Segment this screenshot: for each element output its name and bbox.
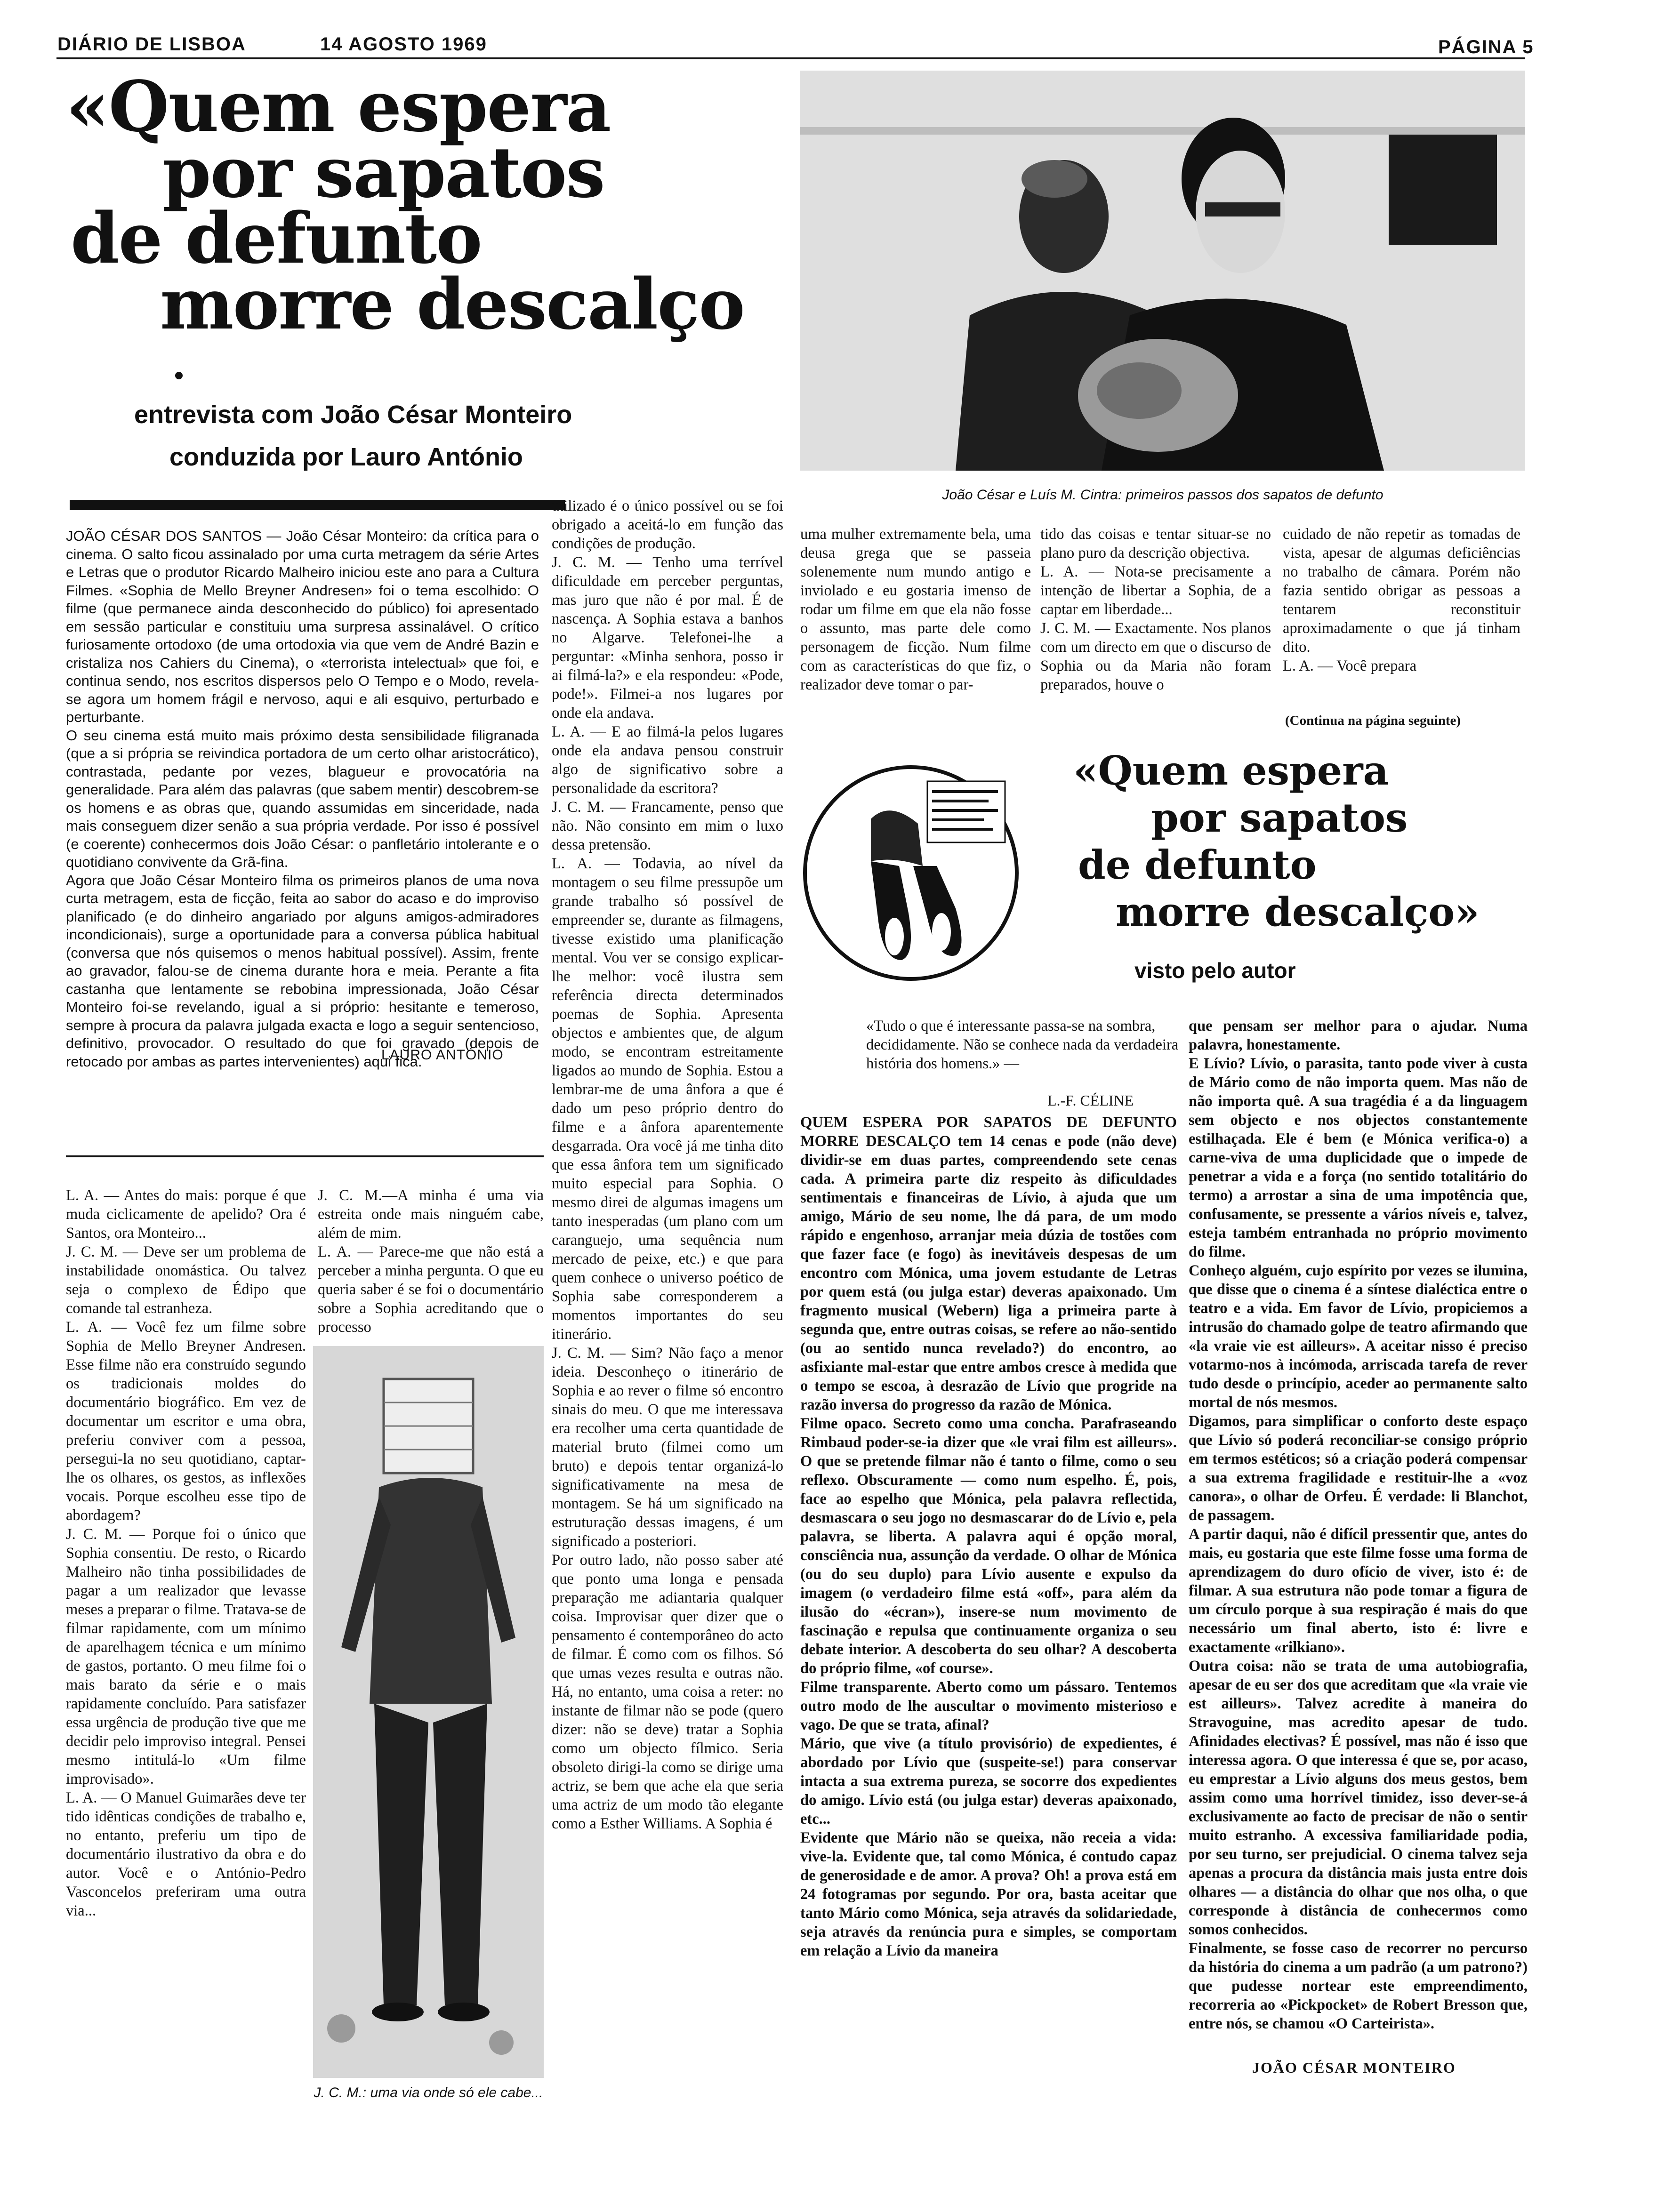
newspaper-name: DIÁRIO DE LISBOA bbox=[57, 34, 246, 55]
section2-title-4: morre descalço» bbox=[1116, 889, 1480, 935]
page-number: PÁGINA 5 bbox=[1438, 37, 1534, 57]
photo-two-men-image bbox=[800, 71, 1525, 471]
headline-line-1: «Quem espera bbox=[66, 65, 611, 147]
interview-lower-column-2: J. C. M.—A minha é uma via estreita onde mais ninguém cabe, além de mim. L. A. — Parece-me que não está a perceber a minha pergunta. O que eu queria saber é se foi o documentário sobre a Sophia acreditando que o processo bbox=[318, 1187, 544, 1336]
photo-top-caption: João César e Luís M. Cintra: primeiros passos dos sapatos de defunto bbox=[942, 487, 1384, 503]
photo-masked-man bbox=[313, 1346, 544, 2078]
epigraph-author: L.-F. CÉLINE bbox=[1047, 1092, 1134, 1109]
bullet-dot bbox=[175, 372, 183, 379]
interview-column-2: uma mulher extremamente bela, uma deusa grega que se passeia solenemente num mundo antigo e inviolado e eu gostaria imenso de rodar um filme em que ela não fosse o assunto, mas parte dele como personagem de ficção. Num filme com as características do que fiz, o realizador deve tomar o par- bbox=[800, 526, 1031, 693]
intro-bottom-rule bbox=[66, 1155, 544, 1157]
headline-subtitle-1: entrevista com João César Monteiro bbox=[134, 401, 572, 429]
headline-line-3: de defunto bbox=[71, 197, 482, 279]
headline-line-2: por sapatos bbox=[162, 131, 604, 213]
film-logo bbox=[800, 762, 1022, 984]
issue-date: 14 AGOSTO 1969 bbox=[320, 34, 487, 55]
interview-column-3: tido das coisas e tentar situar-se no plano puro da descrição objectiva. L. A. — Nota-se precisamente a intenção de libertar a Sophia, de a captar em liberdade... J. C. M. — Exactamente. Nos planos com um directo em que o discurso de Sophia ou da Maria não foram preparados, houve o bbox=[1040, 526, 1271, 693]
continued-notice: (Continua na página seguinte) bbox=[1285, 713, 1461, 728]
headline-subtitle-2: conduzida por Lauro António bbox=[169, 443, 523, 471]
intro-signature: LAURO ANTÓNIO bbox=[381, 1047, 504, 1063]
essay-column-1: QUEM ESPERA POR SAPATOS DE DEFUNTO MORRE DESCALÇO tem 14 cenas e pode (não deve) dividir-se em duas partes, compreendendo sete cenas cada. A primeira parte diz respeito às dificuldades sentimentais e financeiras de Lívio, à ajuda que um amigo, Mário de seu nome, lhe dá para, de um modo rápido e engenhoso, arranjar meia dúzia de tostões com que fazer face (e fogo) às inevitáveis despesas de um encontro com Mónica, uma jovem estudante de Letras por quem está (ou julga estar) deveras apaixonado. Um fragmento musical (Webern) liga a primeira parte à segunda que, entre outras coisas, se refere ao não-sentido (ou ao sentido nunca revelado?) do encontro, ao asfixiante mal-estar que entre ambos cresce à medida que o tempo se escoa, à desrazão de Lívio que progride na razão inversa do progresso da razão de Mónica. Filme opaco. Secreto como uma concha. Parafraseando Rimbaud poder-se-ia dizer que «le vrai film est ailleurs». O que se pretende filmar não é tanto o filme, como o seu reflexo. Obscuramente — como num espelho. É, pois, face ao espelho que Mónica, pela palavra reflectida, desmascara o seu jogo no desmascarar do de Lívio e, pela palavra, se liberta. A palavra aqui é opção moral, consciência nua, assunção da verdade. O olhar de Mónica (ou do seu duplo) para Lívio ausente e expulso da imagem (o verdadeiro filme está «off», para além da ilusão do «écran»), insere-se num movimento de fascinação e repulsa que continuamente organiza o seu debate interior. A descoberta do seu olhar? A descoberta do próprio filme, «of course». Filme transparente. Aberto como um pássaro. Tentemos outro modo de lhe auscultar o movimento misterioso e vago. De que se trata, afinal? Mário, que vive (a título provisório) de expedientes, é abordado por Lívio que (suspeite-se!) para conservar intacta a sua extrema pureza, se socorre dos expedientes do amigo. Lívio está (ou julga estar) deveras apaixonado, etc... Evidente que Mário não se queixa, não receia a vida: vive-la. Evidente que, tal como Mónica, é contudo capaz de generosidade e de amor. A prova? Oh! a prova está em 24 fotogramas por segundo. Por ora, basta aceitar que tanto Mário como Mónica, seja através da solidariedade, seja através da renúncia pura e simples, se comportam em relação a Lívio da maneira bbox=[800, 1114, 1177, 1959]
photo-bottom-caption: J. C. M.: uma via onde só ele cabe... bbox=[314, 2085, 543, 2100]
interview-column-4: cuidado de não repetir as tomadas de vista, apesar de algumas deficiências no trabalho de câmara. Porém não fazia sentido obrigar as pessoas a tentarem reconstituir aproximadamente o que já tinham dito. L. A. — Você prepara bbox=[1283, 526, 1520, 674]
film-logo-image bbox=[800, 762, 1022, 984]
section2-title-3: de defunto bbox=[1078, 842, 1317, 888]
section2-title-2: por sapatos bbox=[1151, 794, 1408, 841]
section2-title-1: «Quem espera bbox=[1073, 747, 1389, 794]
headline-line-4: morre descalço bbox=[160, 263, 744, 345]
headline-thick-rule bbox=[70, 500, 565, 510]
section2-subtitle: visto pelo autor bbox=[1134, 958, 1296, 983]
photo-two-men bbox=[800, 71, 1525, 471]
epigraph-text: «Tudo o que é interessante passa-se na sombra, decididamente. Não se conhece nada da verdadeira história dos homens.» — bbox=[866, 1018, 1179, 1072]
essay-signature: JOÃO CÉSAR MONTEIRO bbox=[1252, 2059, 1456, 2076]
essay-column-2: que pensam ser melhor para o ajudar. Numa palavra, honestamente. E Lívio? Lívio, o parasita, tanto pode viver à custa de Mário como de não importa quem. Mas não de não importa quê. A sua tragédia é a da linguagem sem objecto e nos objectos constantemente estilhaçada. Ele é bem (e Mónica verifica-o) a carne-viva de uma duplicidade que o impede de penetrar a vida e a força (no sentido totalitário do termo) a arrostar a sina de uma impotência que, confusamente, se pressente a vários níveis e, talvez, esteja também entranhada no próprio movimento do filme. Conheço alguém, cujo espírito por vezes se ilumina, que disse que o cinema é a síntese dialéctica entre o teatro e a vida. Em favor de Lívio, propiciemos a intrusão do chamado golpe de teatro afirmando que «la vraie vie est ailleurs». A aceitar nisso é preciso votarmo-nos à incómoda, arriscada tarefa de rever tudo desde o princípio, aceder ao permanente salto mortal de nós mesmos. Digamos, para simplificar o conforto deste espaço que Lívio só poderá reconciliar-se consigo próprio em termos estéticos; só a criação poderá compensar a sua extrema fragilidade e restituir-lhe a «voz canora», o olhar de Orfeu. É verdade: li Blanchot, de passagem. A partir daqui, não é difícil pressentir que, antes do mais, eu gostaria que este filme fosse uma forma de aprendizagem do duro ofício de viver, isto é: de filmar. A sua estrutura não pode tomar a figura de um círculo porque à sua respiração é mais do que necessário um final aberto, isto é: livre e exactamente «rilkiano». Outra coisa: não se trata de uma autobiografia, apesar de eu ser dos que acreditam que «la vraie vie est ailleurs». Talvez acredite à maneira do Stravoguine, mas acredito apesar de tudo. Afinidades electivas? É possível, mas não é isso que interessa agora. O que interessa é que se, por acaso, eu emprestar a Lívio alguns dos meus gestos, bem assim como uma horrível timidez, isso dever-se-á exclusivamente ao facto de precisar de não o sentir muito estranho. A excessiva familiaridade podia, por seu turno, ser prejudicial. O cinema talvez seja apenas a procura da distância mais justa entre dois olhares — a distância do olhar que nos olha, o que corresponde à distância de conhecermos como somos conhecidos. Finalmente, se fosse caso de recorrer no percurso da história do cinema a um padrão (a um patrono?) que pudesse nortear este empreendimento, recorreria ao «Pickpocket» de Robert Bresson que, entre nós, se chamou «O Carteirista». bbox=[1189, 1018, 1528, 2032]
intro-text: JOÃO CÉSAR DOS SANTOS — João César Monteiro: da crítica para o cinema. O salto ficou assinalado por uma curta metragem da série Artes e Letras que o produtor Ricardo Malheiro iniciou este ano para a Cultura Filmes. «Sophia de Mello Breyner Andresen» foi o tema escolhido: O filme (que permanece ainda desconhecido do público) foi apresentado em sessão particular e constituiu uma surpresa assinalável. O crítico furiosamente ortodoxo (de uma ortodoxia via que vem de André Bazin e cristaliza nos Cahiers du Cinema), o «terrorista intelectual» que foi, e continua sendo, nos escritos dispersos pelo O Tempo e o Modo, revela-se agora um homem frágil e nervoso, aqui e ali esquivo, perturbado e perturbante. O seu cinema está muito mais próximo desta sensibilidade filigranada (que a si própria se reivindica portadora de um certo olhar aristocrático), contrastada, pedante por vezes, blagueur e provocatória na generalidade. Para além das palavras (que sabem mentir) descobrem-se os homens e as obras que, quando assumidas em sinceridade, nada mais conseguem dizer senão a sua própria verdade. Por isso é possível (e coerente) conhecermos dois João César: o panfletário intolerante e o quotidiano convivente da Grã-fina. Agora que João César Monteiro filma os primeiros planos de uma nova curta metragem, esta de ficção, feita ao sabor do acaso e do improviso planificado (e do dinheiro angariado por alguns amigos-admiradores incondicionais), surge a oportunidade para a conversa pública habitual (conversa que nós quisemos o menos habitual possível). Assim, frente ao gravador, falou-se de cinema durante hora e meia. Perante a fita castanha que lentamente se rebobina impressionada, João César Monteiro foi-se revelando, igual a si próprio: hesitante e temeroso, sempre à procura da palavra julgada exacta e logo a seguir sentencioso, definitivo, provocador. O resultado do que foi gravado (depois de retocado por ambas as partes intervenientes) aqui fica. bbox=[66, 528, 539, 1070]
interview-column-1: utilizado é o único possível ou se foi obrigado a aceitá-lo em função das condições de produção. J. C. M. — Tenho uma terrível dificuldade em perceber perguntas, mas juro que não é por mal. É de nascença. A Sophia estava a banhos no Algarve. Telefonei-lhe a perguntar: «Minha senhora, posso ir ai filmá-la?» e ela respondeu: «Pode, pode!». Filmei-a nos lugares por onde ela andava. L. A. — E ao filmá-la pelos lugares onde ela andava pensou construir algo de significativo sobre a personalidade da escritora? J. C. M. — Francamente, penso que não. Não consinto em mim o luxo dessa pretensão. L. A. — Todavia, ao nível da montagem o seu filme pressupõe um grande trabalho só possível de empreender se, durante as filmagens, tivesse existido uma planificação mental. Vou ver se consigo explicar-lhe melhor: você ilustra sem referência directa determinados poemas de Sophia. Apresenta objectos e ambientes que, de algum modo, se encontram estreitamente ligados ao mundo de Sophia. Estou a lembrar-me de uma ânfora a que é dado um peso próprio dentro do filme e a ânfora aparentemente desgarrada. Ora você já me tinha dito que essa ânfora tem um significado muito especial para Sophia. O mesmo direi de algumas imagens um tanto inesperadas (um plano com um caranguejo, uma sequência num mercado de peixe, etc.) e que para quem conhece o universo poético de Sophia sabe corresponderem a momentos importantes do seu itinerário. J. C. M. — Sim? Não faço a menor ideia. Desconheço o itinerário de Sophia e ao rever o filme só encontro sinais do meu. O que me interessava era recolher uma certa quantidade de material bruto (filmei como um bruto) e depois tentar organizá-lo significativamente na mesa de montagem. Se há um significado na estruturação dessas imagens, é um significado a posteriori. Por outro lado, não posso saber até que ponto uma longa e pensada preparação me adiantaria qualquer coisa. Improvisar quer dizer que o pensamento é contemporâneo do acto de filmar. É como com os filhos. Só que umas vezes resulta e outras não. Há, no entanto, uma coisa a reter: no instante de filmar não se pode (quero dizer: não se deve) tratar a Sophia como um objecto fílmico. Seria obsoleto dirigi-la como se dirige uma actriz, se bem que ache ela que seria uma actriz de um modo tão elegante como a Esther Williams. A Sophia é bbox=[552, 497, 783, 1832]
header-rule bbox=[56, 57, 1525, 59]
photo-masked-man-image bbox=[313, 1346, 544, 2078]
interview-lower-column-1: L. A. — Antes do mais: porque é que muda ciclicamente de apelido? Ora é Santos, ora Monteiro... J. C. M. — Deve ser um problema de instabilidade onomástica. Ou talvez seja o complexo de Édipo que comande tal estranheza. L. A. — Você fez um filme sobre Sophia de Mello Breyner Andresen. Esse filme não era construído segundo os tradicionais moldes do documentário biográfico. Em vez de documentar um escritor e uma obra, preferiu conviver com a pessoa, persegui-la no seu quotidiano, captar-lhe os olhares, os gestos, as inflexões vocais. Porque escolheu esse tipo de abordagem? J. C. M. — Porque foi o único que Sophia consentiu. De resto, o Ricardo Malheiro não tinha possibilidades de pagar a um realizador que levasse meses a preparar o filme. Tratava-se de filmar rapidamente, com um mínimo de aparelhagem técnica e um mínimo de gastos, portanto. O meu filme foi o mais barato da série e o mais rapidamente concluído. Para satisfazer essa urgência de produção tive que me decidir pelo improviso integral. Pensei mesmo intitulá-lo «Um filme improvisado». L. A. — O Manuel Guimarães deve ter tido idênticas condições de trabalho e, no entanto, preferiu um tipo de documentário ilustrativo da obra e do autor. Você e o António-Pedro Vasconcelos preferiram uma outra via... bbox=[66, 1187, 306, 1919]
